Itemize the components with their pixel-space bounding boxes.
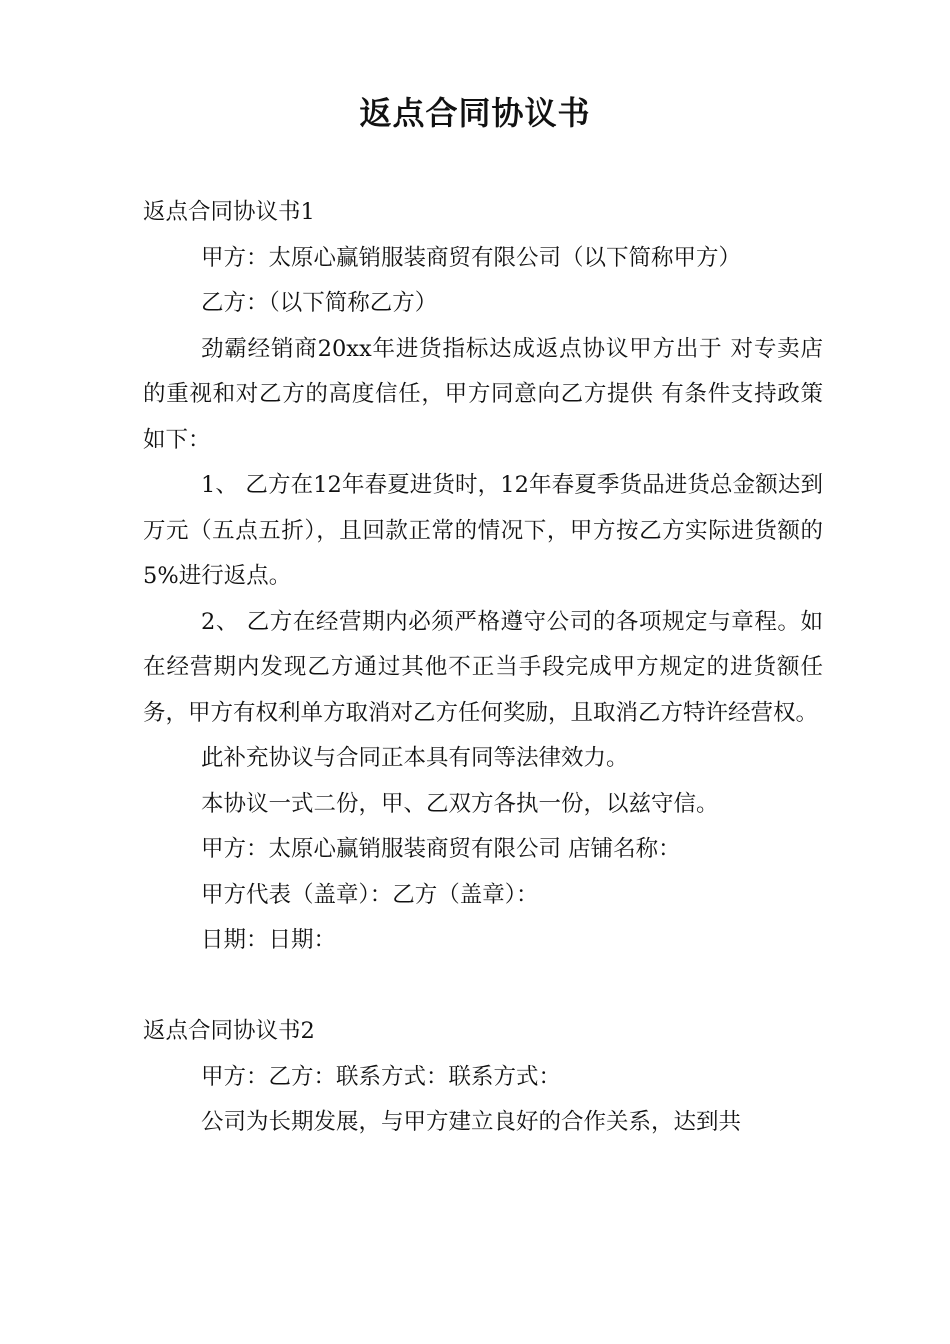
legal-effect-paragraph: 此补充协议与合同正本具有同等法律效力。 (201, 745, 629, 771)
clause-1: 1、 乙方在12年春夏进货时，12年春夏季货品进货总金额达到万元（五点五折），且回款正常的情况下，甲方按乙方实际进货额的5%进行返点。 (143, 472, 823, 589)
signature-party-line: 甲方：太原心赢销服装商贸有限公司 店铺名称： (201, 836, 681, 862)
section-spacer (143, 964, 823, 1010)
copies-paragraph: 本协议一式二份，甲、乙双方各执一份，以兹守信。 (201, 790, 719, 817)
party-a-line: 甲方：太原心赢销服装商贸有限公司（以下简称甲方） (201, 244, 742, 271)
party-b-line: 乙方：（以下简称乙方） (201, 290, 438, 316)
intro-paragraph: 劲霸经销商20xx年进货指标达成返点协议甲方出于 对专卖店的重视和对乙方的高度信任，甲方同意向乙方提供 有条件支持政策如下： (143, 335, 823, 453)
agreement-section-2 (143, 1009, 823, 1146)
signature-date-line: 日期：日期： (201, 927, 337, 953)
signature-seal-line: 甲方代表（盖章）：乙方（盖章）： (201, 881, 539, 908)
parties-contact-line: 甲方：乙方：联系方式：联系方式： (201, 1063, 562, 1090)
clause-2: 2、 乙方在经营期内必须严格遵守公司的各项规定与章程。如在经营期内发现乙方通过其他不正当手段完成甲方规定的进货额任务，甲方有权利单方取消对乙方任何奖励，且取消乙方特许经营权。 (143, 608, 823, 726)
document-body (143, 190, 823, 1146)
intro-paragraph: 公司为长期发展，与甲方建立良好的合作关系，达到共 (201, 1109, 742, 1135)
agreement-section-1 (143, 190, 823, 964)
section-heading: 返点合同协议书1 (143, 199, 315, 225)
document-title: 返点合同协议书 (359, 94, 591, 132)
section-heading: 返点合同协议书2 (143, 1018, 315, 1044)
